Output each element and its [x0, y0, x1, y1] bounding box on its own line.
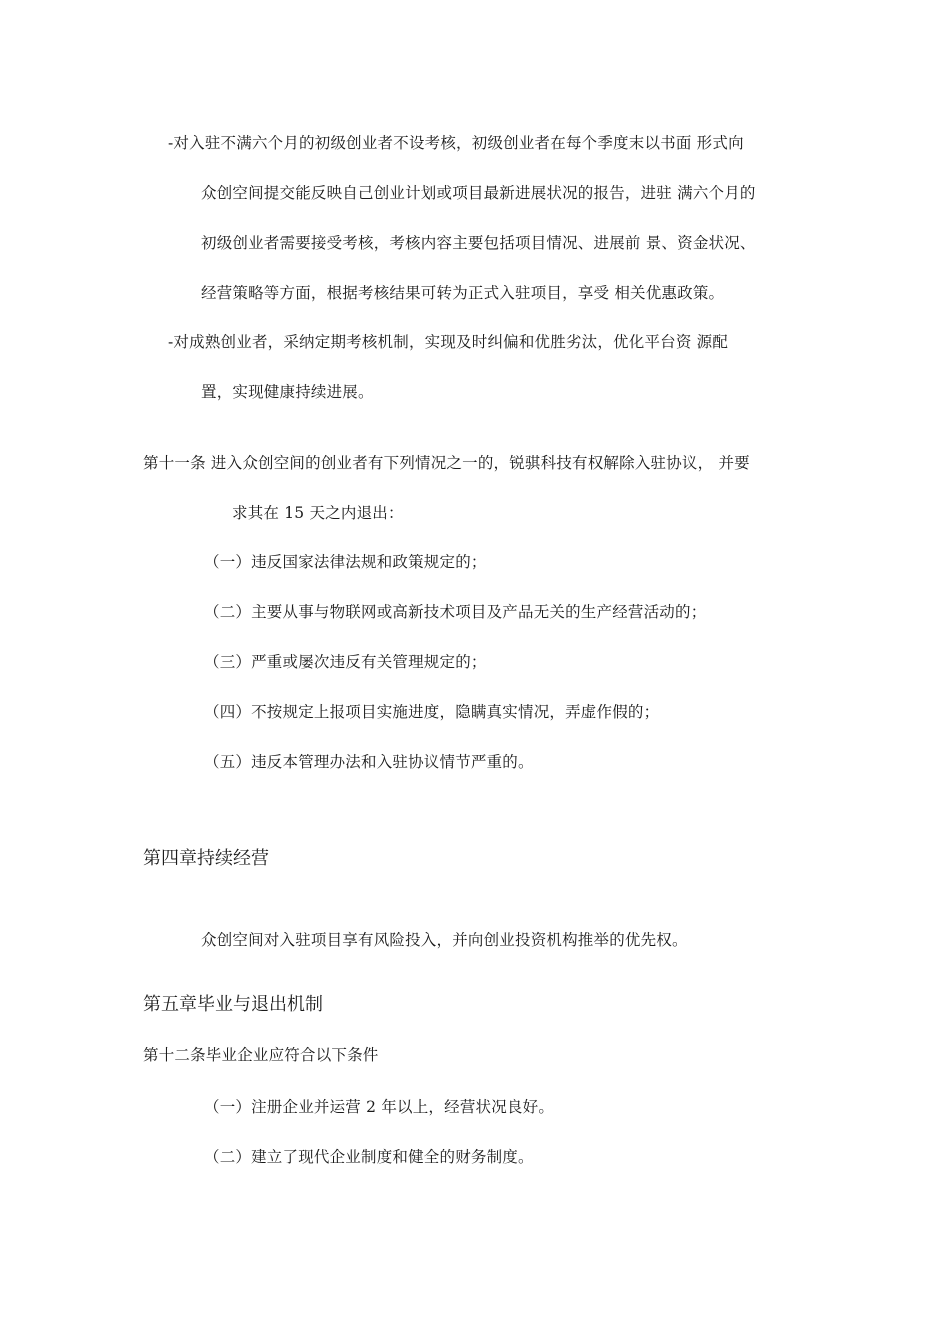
- paragraph-line: 置，实现健康持续进展。: [201, 383, 374, 401]
- article-11-line: 求其在 15 天之内退出：: [232, 504, 404, 522]
- chapter-4-body: 众创空间对入驻项目享有风险投入，并向创业投资机构推举的优先权。: [201, 931, 688, 949]
- paragraph-line: 众创空间提交能反映自己创业计划或项目最新进展状况的报告，进驻 满六个月的: [201, 184, 756, 202]
- list-item: （一）违反国家法律法规和政策规定的；: [204, 553, 487, 571]
- chapter-5-heading: 第五章毕业与退出机制: [143, 994, 323, 1015]
- list-item: （五）违反本管理办法和入驻协议情节严重的。: [204, 753, 534, 771]
- list-item: （四）不按规定上报项目实施进度，隐瞒真实情况，弄虚作假的；: [204, 703, 660, 721]
- list-item: （三）严重或屡次违反有关管理规定的；: [204, 653, 487, 671]
- list-item: （二）建立了现代企业制度和健全的财务制度。: [204, 1148, 534, 1166]
- article-12-line: 第十二条毕业企业应符合以下条件: [143, 1046, 379, 1064]
- paragraph-line: 初级创业者需要接受考核，考核内容主要包括项目情况、进展前 景、资金状况、: [201, 234, 756, 252]
- chapter-4-heading: 第四章持续经营: [143, 848, 269, 869]
- list-item: （一）注册企业并运营 2 年以上，经营状况良好。: [204, 1098, 555, 1116]
- paragraph-line: -对入驻不满六个月的初级创业者不设考核，初级创业者在每个季度末以书面 形式向: [168, 134, 744, 152]
- paragraph-line: -对成熟创业者，采纳定期考核机制，实现及时纠偏和优胜劣汰，优化平台资 源配: [168, 333, 729, 351]
- article-11-line: 第十一条 进入众创空间的创业者有下列情况之一的，锐骐科技有权解除入驻协议， 并要: [143, 454, 750, 472]
- list-item: （二）主要从事与物联网或高新技术项目及产品无关的生产经营活动的；: [204, 603, 707, 621]
- paragraph-line: 经营策略等方面，根据考核结果可转为正式入驻项目，享受 相关优惠政策。: [201, 284, 725, 302]
